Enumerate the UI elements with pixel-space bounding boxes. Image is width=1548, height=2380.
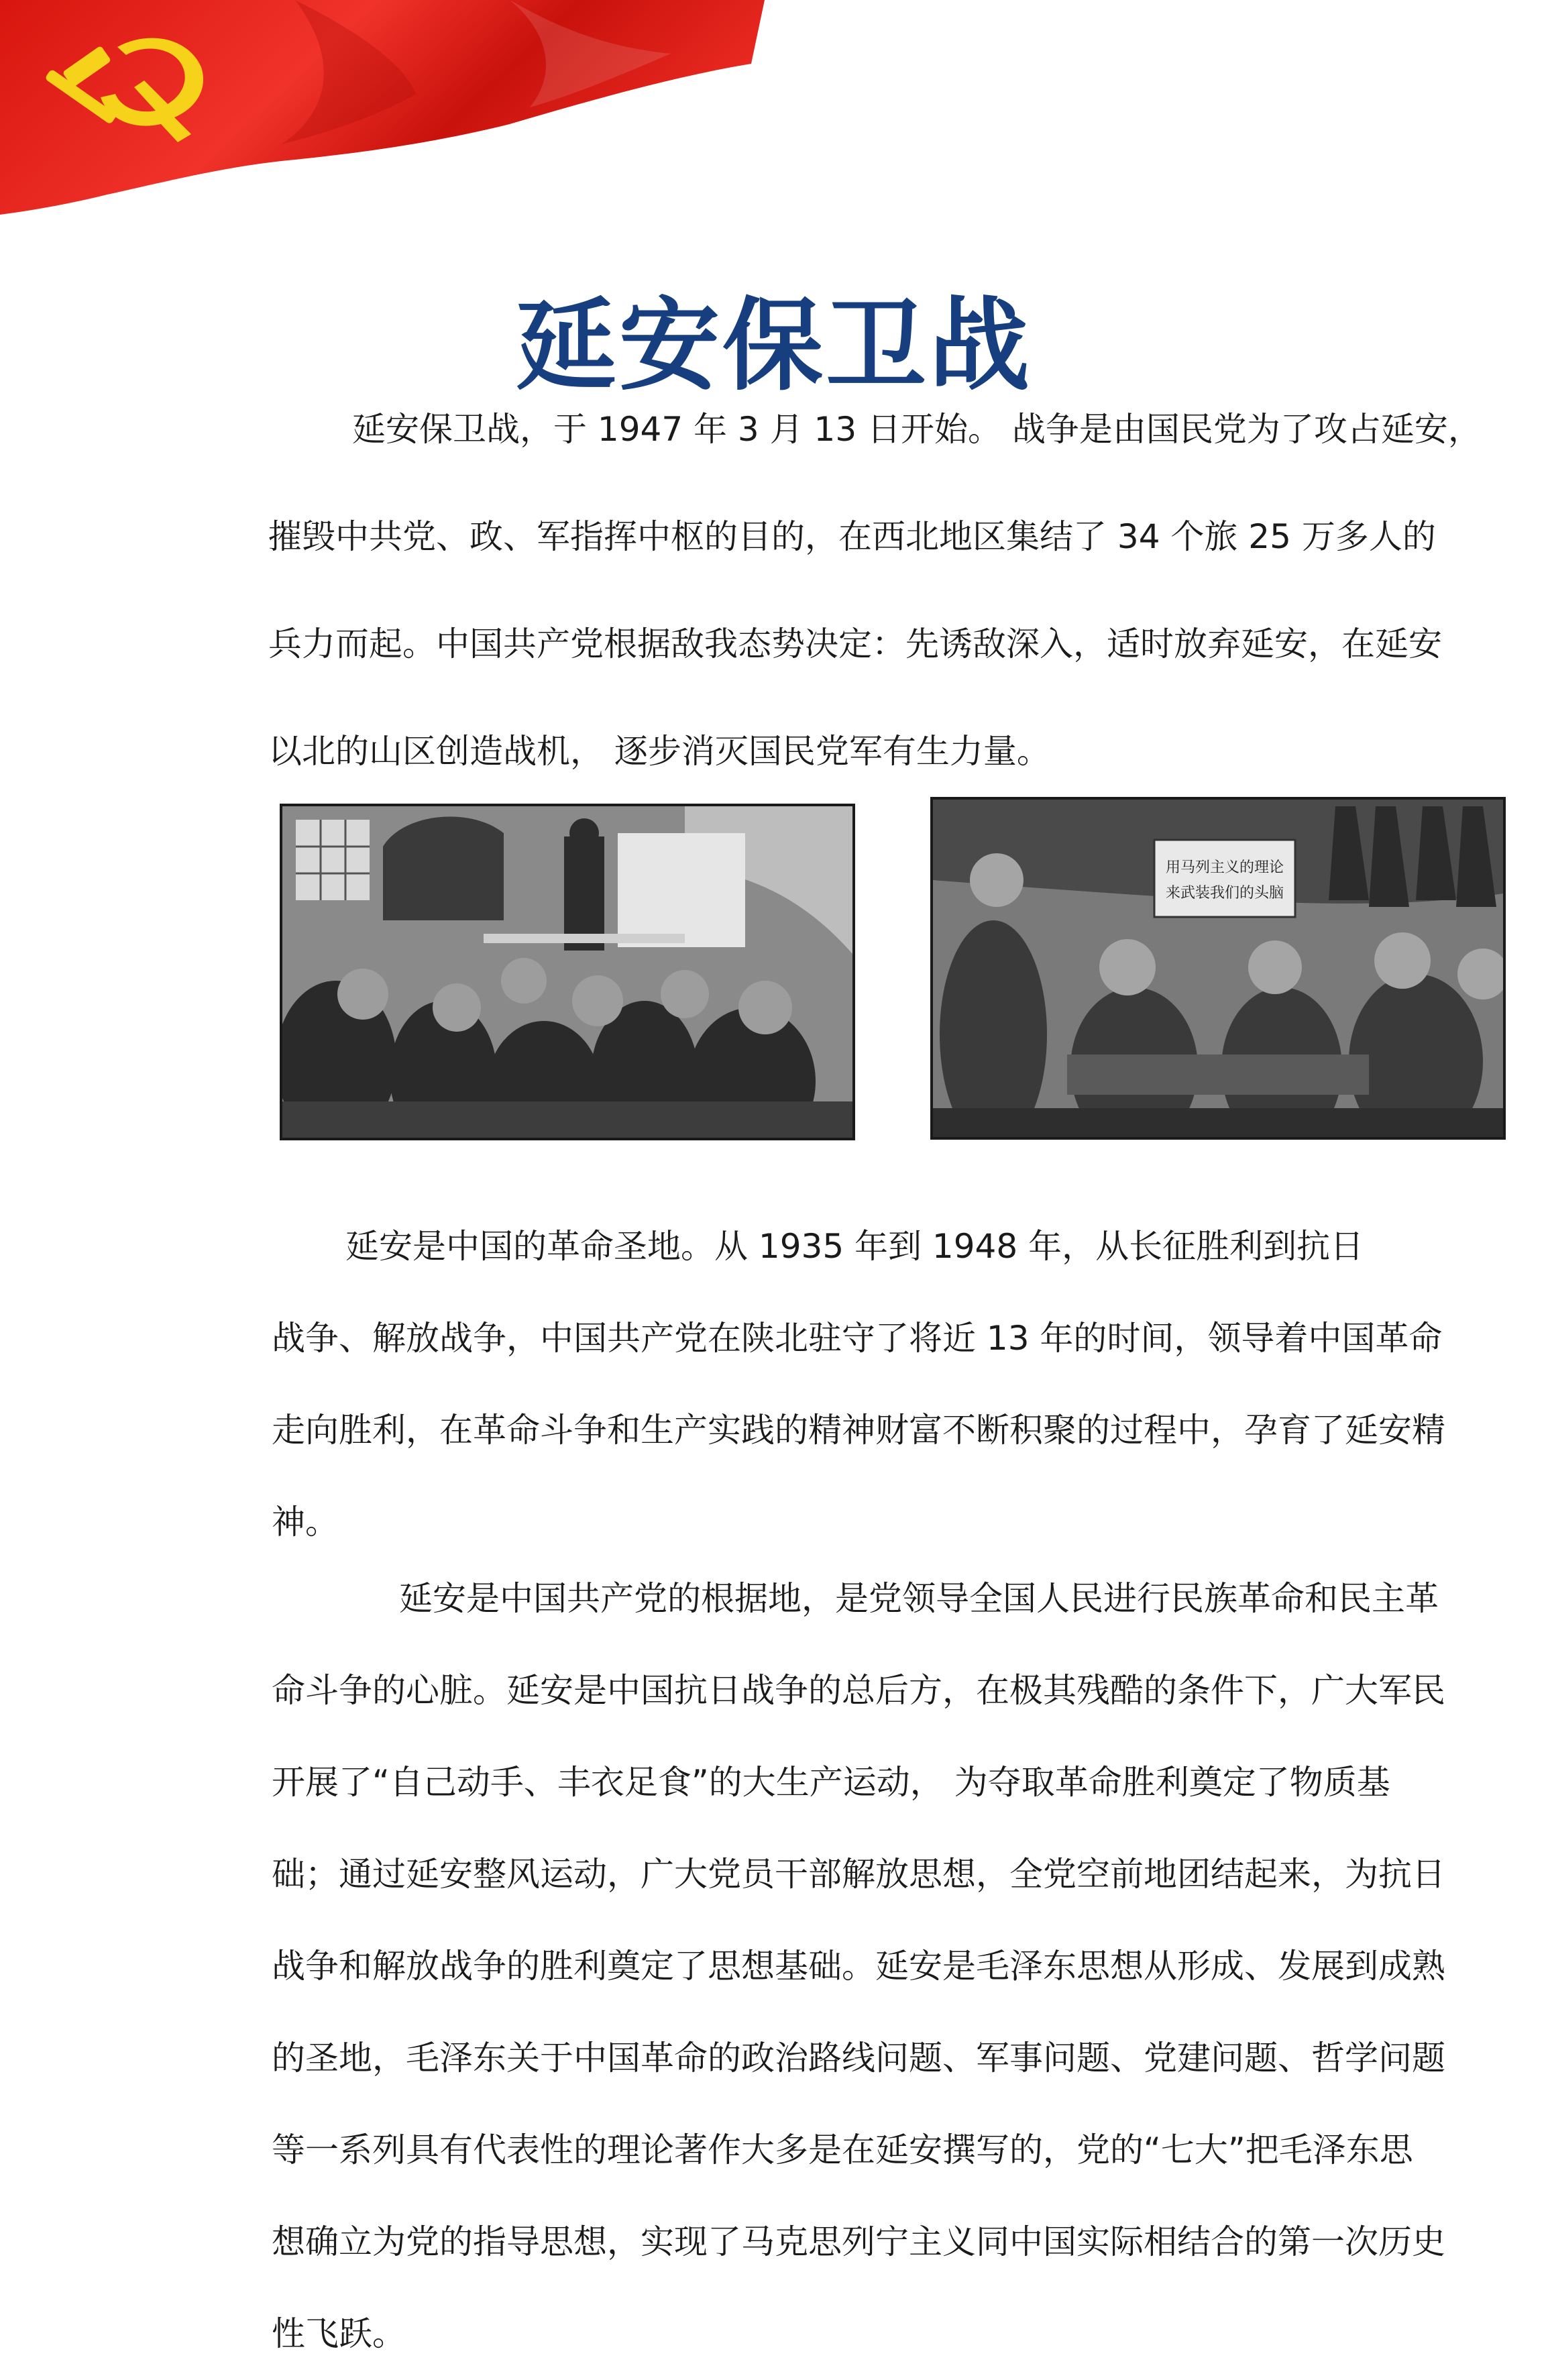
- paragraph-line: 想确立为党的指导思想，实现了马克思列宁主义同中国实际相结合的第一次历史: [272, 2222, 1445, 2261]
- paragraph-line: 开展了“自己动手、丰衣足食”的大生产运动， 为夺取革命胜利奠定了物质基: [272, 1763, 1390, 1802]
- base-area-paragraph: [272, 1553, 1445, 2380]
- paragraph-line: 战争、解放战争，中国共产党在陕北驻守了将近 13 年的时间，领导着中国革命: [272, 1319, 1443, 1358]
- page-title: 延安保卫战: [515, 287, 1032, 404]
- photo-meeting-icon: [282, 806, 852, 1138]
- paragraph-line: 延安保卫战，于 1947 年 3 月 13 日开始。 战争是由国民党为了攻占延安，: [352, 410, 1482, 449]
- paragraph-line: 延安是中国共产党的根据地，是党领导全国人民进行民族革命和民主革: [399, 1579, 1439, 1618]
- paragraph-line: 性飞跃。: [272, 2314, 406, 2353]
- paragraph-line: 以北的山区创造战机， 逐步消灭国民党军有生力量。: [268, 732, 1050, 771]
- paragraph-line: 础；通过延安整风运动，广大党员干部解放思想，全党空前地团结起来，为抗日: [272, 1855, 1445, 1894]
- party-flag-icon: [0, 0, 765, 221]
- paragraph-line: 战争和解放战争的胜利奠定了思想基础。延安是毛泽东思想从形成、发展到成熟: [272, 1947, 1445, 1986]
- paragraph-line: 等一系列具有代表性的理论著作大多是在延安撰写的，党的“七大”把毛泽东思: [272, 2130, 1413, 2169]
- historical-photo-meeting: [280, 804, 855, 1140]
- paragraph-line: 走向胜利，在革命斗争和生产实践的精神财富不断积聚的过程中，孕育了延安精: [272, 1411, 1445, 1450]
- holy-land-paragraph: [272, 1201, 1445, 1568]
- photo-study-group-icon: [933, 800, 1503, 1137]
- paragraph-line: 神。: [272, 1503, 339, 1541]
- paragraph-line: 命斗争的心脏。延安是中国抗日战争的总后方，在极其残酷的条件下，广大军民: [272, 1671, 1445, 1710]
- paragraph-line: 的圣地，毛泽东关于中国革命的政治路线问题、军事问题、党建问题、哲学问题: [272, 2039, 1445, 2077]
- party-flag-banner: [0, 0, 765, 221]
- paragraph-line: 兵力而起。中国共产党根据敌我态势决定：先诱敌深入，适时放弃延安，在延安: [268, 625, 1442, 663]
- intro-paragraph: [268, 376, 1482, 805]
- paragraph-line: 摧毁中共党、政、军指挥中枢的目的，在西北地区集结了 34 个旅 25 万多人的: [268, 517, 1436, 556]
- wall-sign-line-1: 用马列主义的理论: [1165, 859, 1284, 876]
- wall-sign-line-2: 来武装我们的头脑: [1165, 885, 1284, 902]
- historical-photo-study-group: [930, 797, 1506, 1140]
- paragraph-line: 延安是中国的革命圣地。从 1935 年到 1948 年，从长征胜利到抗日: [345, 1227, 1364, 1266]
